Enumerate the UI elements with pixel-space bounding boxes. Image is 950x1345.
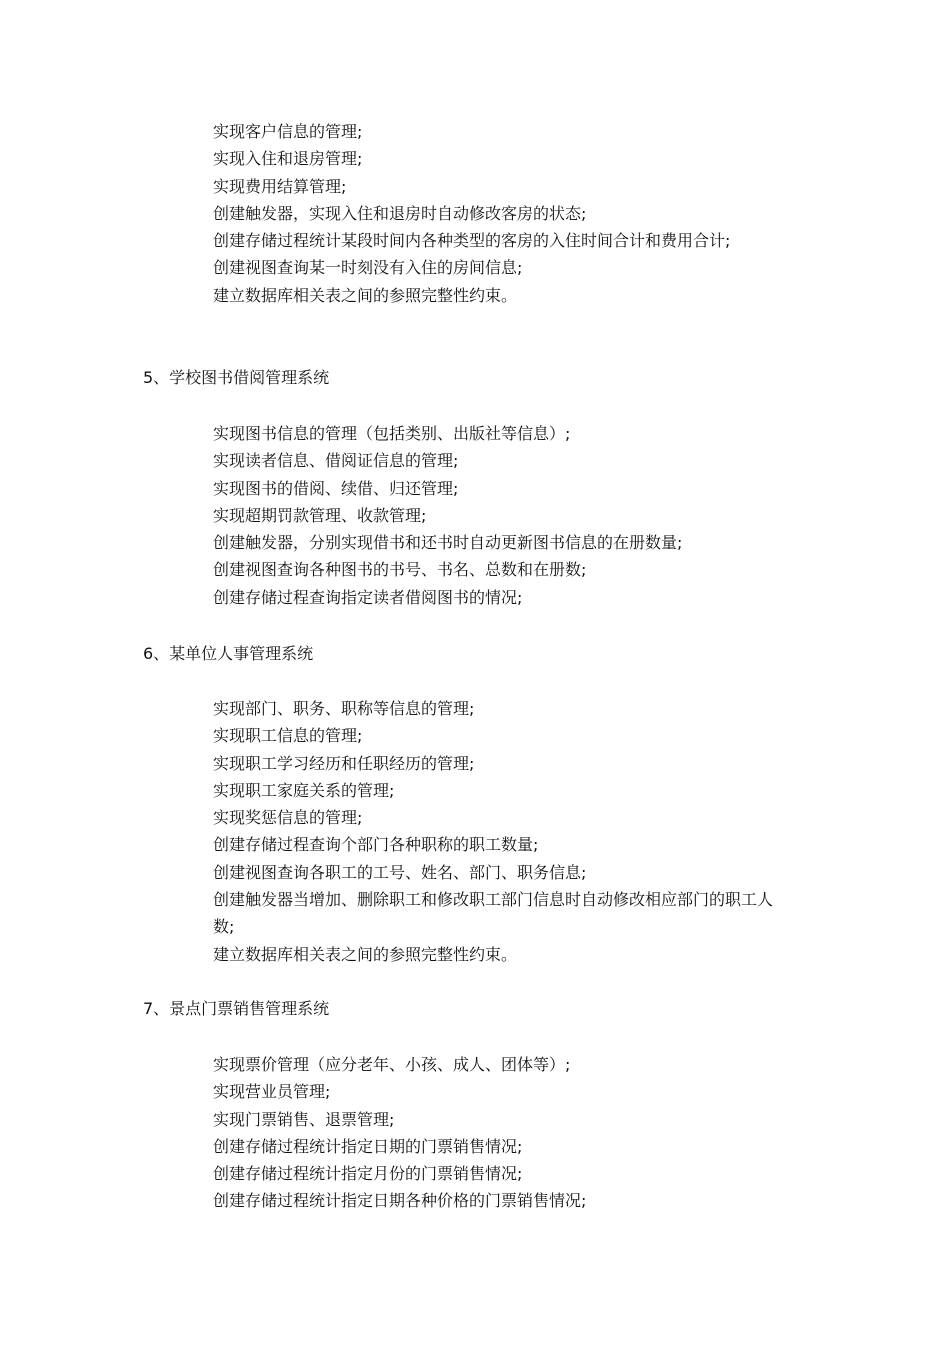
list-item: 实现超期罚款管理、收款管理;: [213, 505, 427, 525]
list-item: 创建存储过程统计某段时间内各种类型的客房的入住时间合计和费用合计;: [213, 231, 731, 251]
list-item: 实现图书的借阅、续借、归还管理;: [213, 478, 459, 498]
list-item: 创建存储过程统计指定日期的门票销售情况;: [213, 1136, 523, 1156]
list-item: 实现入住和退房管理;: [213, 149, 363, 169]
list-item: 创建触发器，分别实现借书和还书时自动更新图书信息的在册数量;: [213, 533, 683, 553]
section-heading-library: 5、学校图书借阅管理系统: [143, 368, 330, 387]
list-item: 实现门票销售、退票管理;: [213, 1109, 395, 1129]
list-item: 创建触发器当增加、删除职工和修改职工部门信息时自动修改相应部门的职工人数;: [213, 890, 774, 937]
list-item: 实现费用结算管理;: [213, 176, 347, 196]
list-item: 实现营业员管理;: [213, 1082, 331, 1102]
list-item: 建立数据库相关表之间的参照完整性约束。: [213, 285, 518, 305]
list-item: 实现票价管理（应分老年、小孩、成人、团体等）;: [213, 1055, 571, 1074]
list-item: 创建存储过程查询个部门各种职称的职工数量;: [213, 835, 539, 855]
list-item: 创建存储过程统计指定月份的门票销售情况;: [213, 1164, 523, 1184]
section-heading-ticketing: 7、景点门票销售管理系统: [143, 999, 330, 1018]
list-item: 实现职工家庭关系的管理;: [213, 780, 395, 800]
list-item: 创建触发器，实现入住和退房时自动修改客房的状态;: [213, 203, 587, 223]
list-item: 实现读者信息、借阅证信息的管理;: [213, 451, 459, 471]
list-item: 实现职工信息的管理;: [213, 726, 363, 746]
list-item: 创建存储过程查询指定读者借阅图书的情况;: [213, 587, 523, 607]
list-item: 实现部门、职务、职称等信息的管理;: [213, 699, 475, 718]
list-item: 建立数据库相关表之间的参照完整性约束。: [213, 944, 518, 964]
list-item: 创建视图查询某一时刻没有入住的房间信息;: [213, 258, 523, 278]
personnel-requirements-list: [213, 695, 778, 968]
list-item: 创建视图查询各种图书的书号、书名、总数和在册数;: [213, 560, 587, 580]
list-item: 实现奖惩信息的管理;: [213, 808, 363, 828]
section-heading-personnel: 6、某单位人事管理系统: [143, 644, 314, 663]
list-item: 创建视图查询各职工的工号、姓名、部门、职务信息;: [213, 862, 587, 882]
list-item: 实现图书信息的管理（包括类别、出版社等信息）;: [213, 424, 571, 443]
library-requirements-list: [213, 420, 778, 611]
hotel-requirements-list: [213, 118, 778, 309]
ticketing-requirements-list: [213, 1051, 778, 1215]
list-item: 实现客户信息的管理;: [213, 122, 363, 141]
list-item: 实现职工学习经历和任职经历的管理;: [213, 753, 475, 773]
list-item: 创建存储过程统计指定日期各种价格的门票销售情况;: [213, 1191, 587, 1211]
